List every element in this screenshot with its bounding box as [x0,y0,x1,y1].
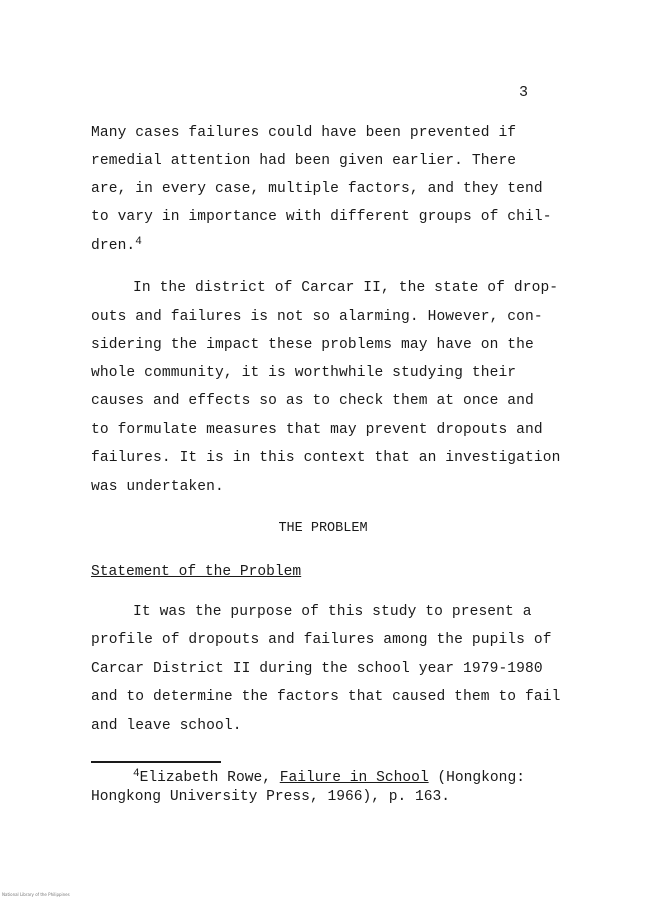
footnote-number: 4 [133,768,140,780]
text-line: whole community, it is worthwhile studying their [91,365,517,381]
archive-footer: National Library of the Philippines [2,892,70,897]
footnote-publisher: (Hongkong: [428,770,525,786]
footnote-ref: 4 [135,236,142,248]
text-line: In the district of Carcar II, the state of drop- [133,280,559,296]
text-line: to formulate measures that may prevent dropouts and [91,422,543,438]
text-line: and to determine the factors that caused them to fail [91,689,561,705]
footnote-title: Failure in School [279,770,429,786]
text-line: to vary in importance with different groups of chil- [91,209,552,225]
text-line: was undertaken. [91,479,224,495]
footnote-divider [91,761,221,763]
footnote-line [133,770,525,786]
subheading: Statement of the Problem [91,564,302,580]
text-line: failures. It is in this context that an investigation [91,450,561,466]
text-line: It was the purpose of this study to present a [133,604,532,620]
page-number: 3 [519,84,529,101]
text-line: and leave school. [91,718,242,734]
text-line: are, in every case, multiple factors, and they tend [91,181,543,197]
text-line: remedial attention had been given earlier. There [91,153,517,169]
footnote-author: Elizabeth Rowe, [139,770,280,786]
text-line: sidering the impact these problems may have on the [91,337,534,353]
text-line: profile of dropouts and failures among the pupils of [91,632,552,648]
text-fragment: dren. [91,238,136,254]
footnote-line-2: Hongkong University Press, 1966), p. 163. [91,789,451,805]
section-heading: THE PROBLEM [278,521,368,536]
text-line: Many cases failures could have been prevented if [91,125,517,141]
text-line: Carcar District II during the school year 1979-1980 [91,661,543,677]
text-line: causes and effects so as to check them at once and [91,393,534,409]
text-line [91,238,142,254]
text-line: outs and failures is not so alarming. However, con- [91,309,543,325]
